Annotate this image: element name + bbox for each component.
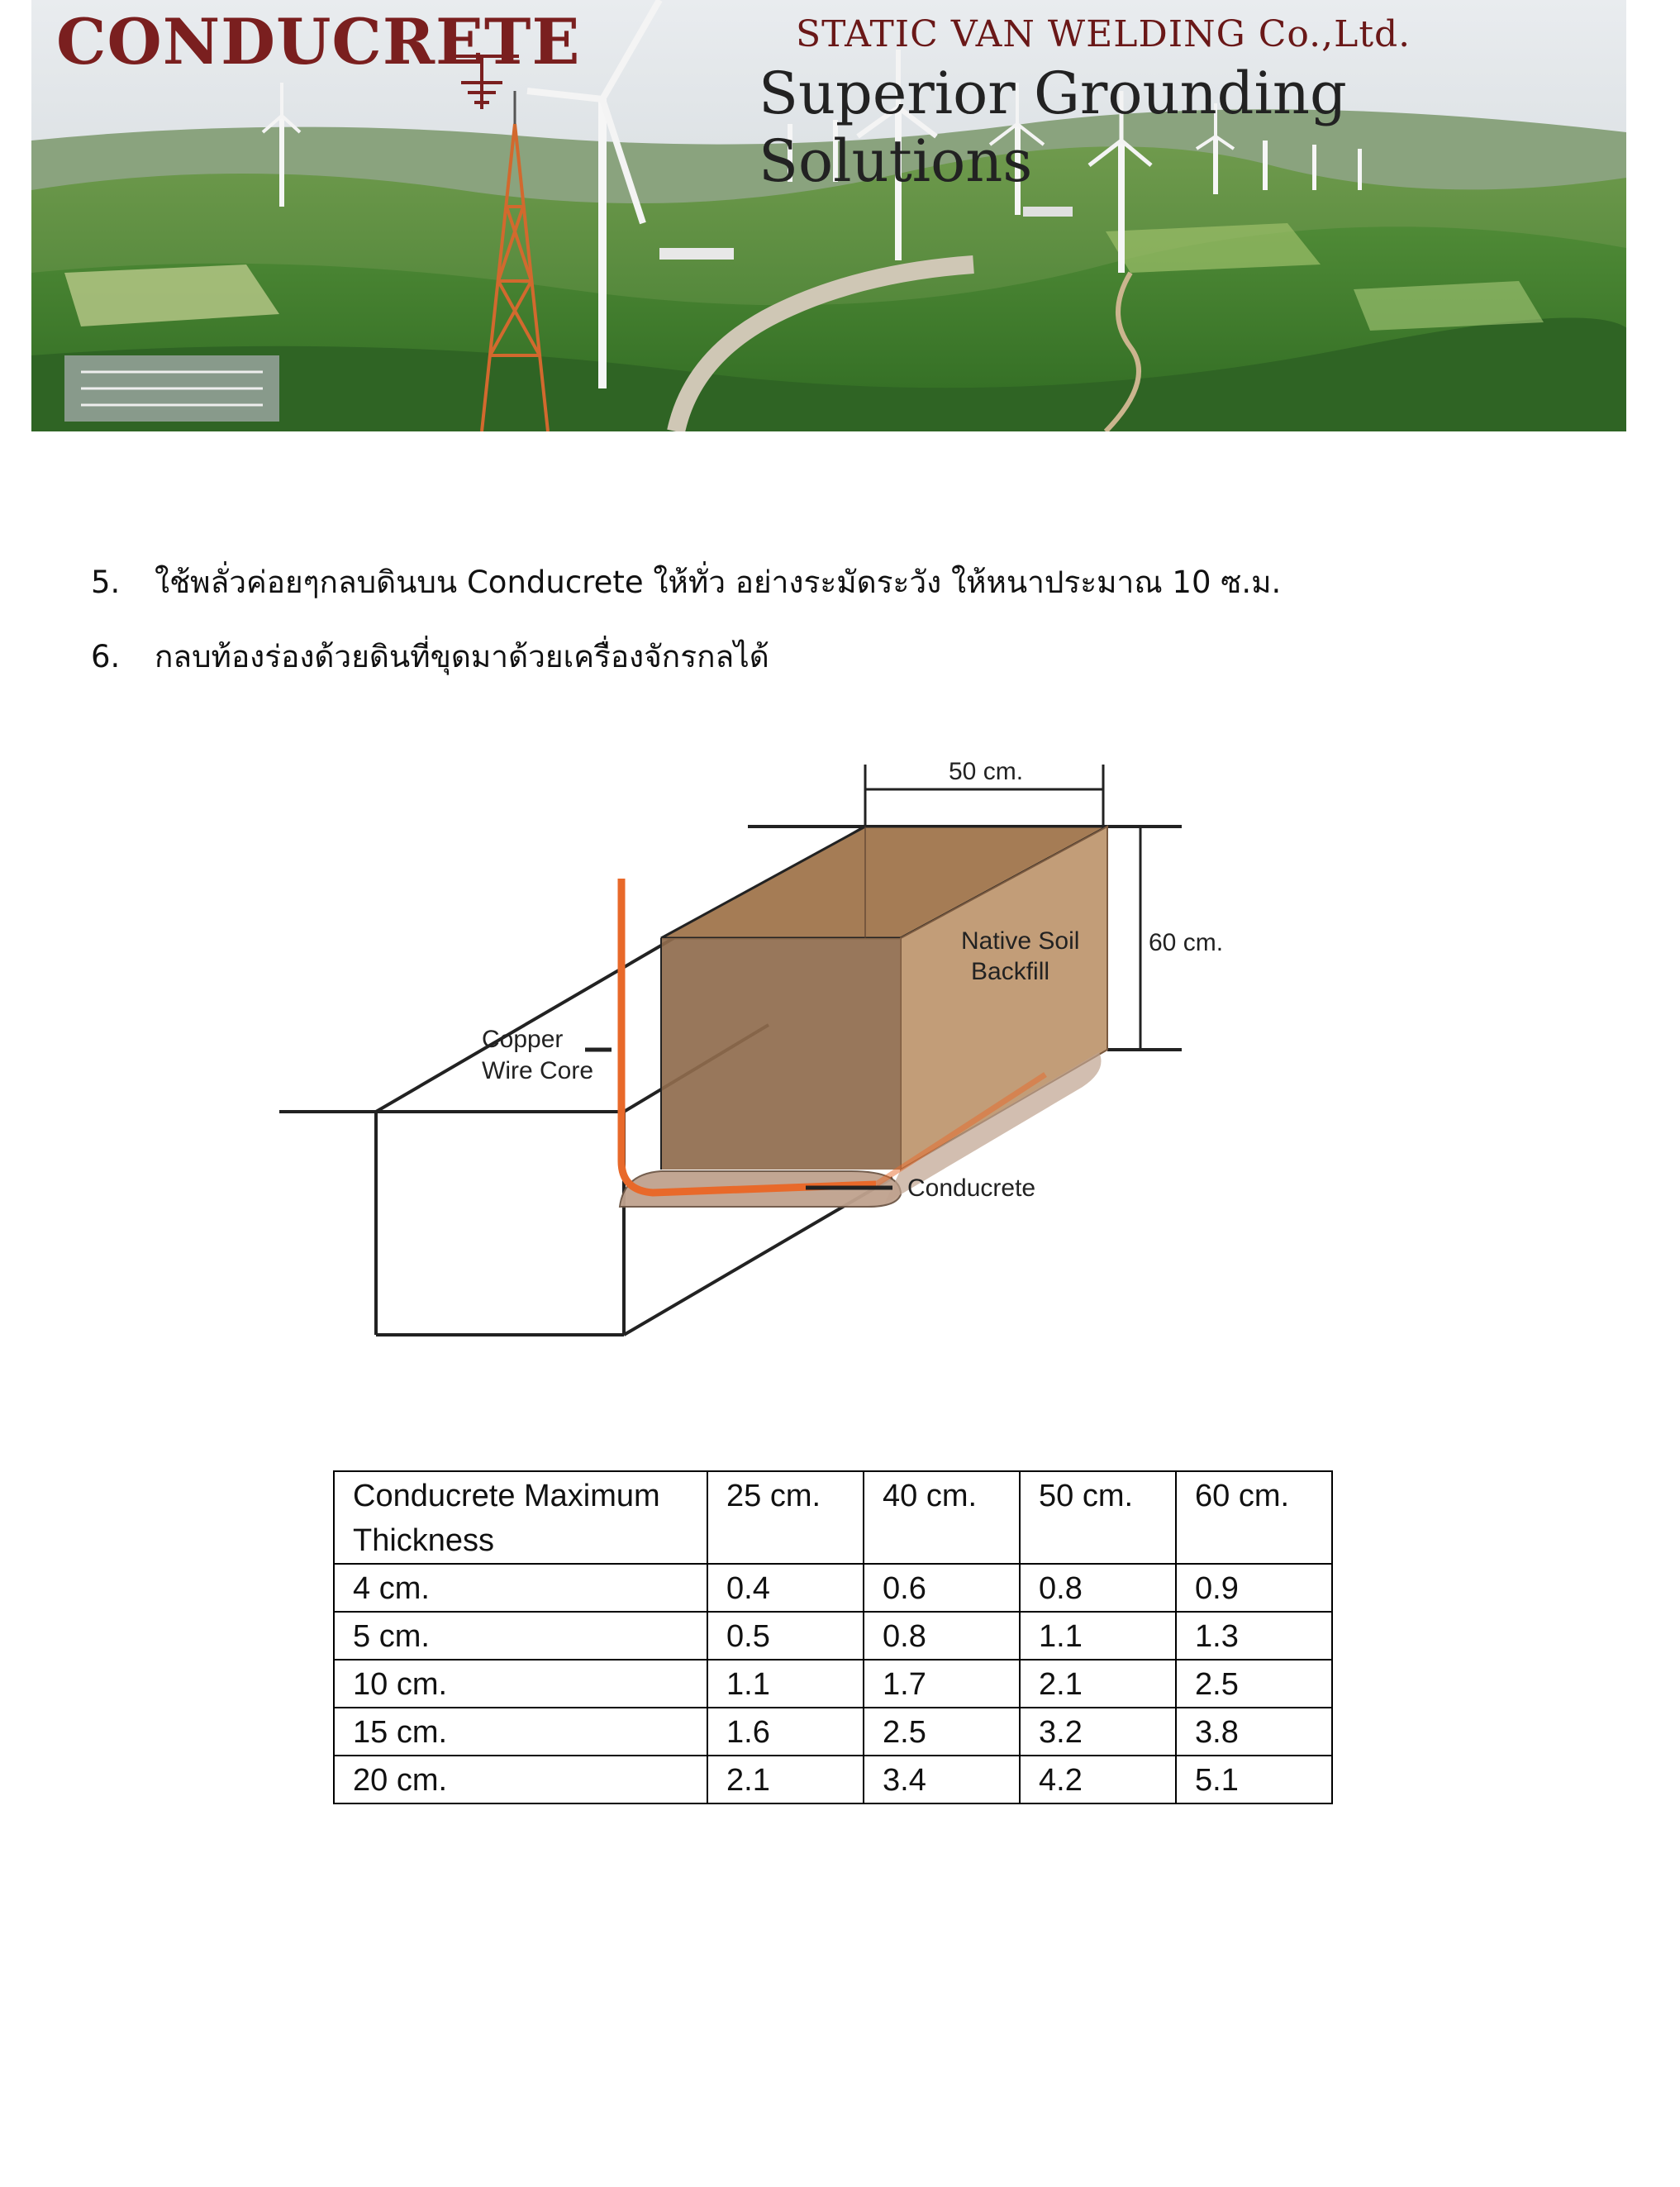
table-header-cell: 60 cm. [1176,1471,1332,1564]
table-cell: 1.7 [864,1660,1020,1708]
table-cell: 10 cm. [334,1660,707,1708]
trench-cross-section [273,748,1264,1343]
soil-label-line1: Native Soil [961,927,1080,955]
table-cell: 2.1 [707,1756,864,1803]
step-item [91,636,1595,678]
table-cell: 1.6 [707,1708,864,1756]
table-cell: 2.5 [864,1708,1020,1756]
table-cell: 0.6 [864,1564,1020,1612]
trench-diagram [273,748,1264,1343]
table-cell: 1.1 [1020,1612,1176,1660]
table-header-cell: 40 cm. [864,1471,1020,1564]
table-header-cell: Conducrete Maximum Thickness [334,1471,707,1564]
table-row [334,1660,1332,1708]
step-number: 6. [91,639,121,674]
table-header-cell: 50 cm. [1020,1471,1176,1564]
soil-front-face [661,938,901,1170]
table-cell: 3.2 [1020,1708,1176,1756]
wire-label-line1: Copper [482,1026,564,1053]
ground-symbol-icon [436,51,527,117]
table-cell: 3.8 [1176,1708,1332,1756]
company-name: STATIC VAN WELDING Co.,Ltd. [796,13,1411,55]
step-text: ใช้พลั่วค่อยๆกลบดินบน Conducrete ให้ทั่ว อย่างระมัดระวัง ให้หนาประมาณ 10 ซ.ม. [155,565,1282,600]
wire-label-line2: Wire Core [482,1057,594,1084]
table-cell: 0.5 [707,1612,864,1660]
table-cell: 20 cm. [334,1756,707,1803]
step-item [91,562,1595,603]
step-text: กลบท้องร่องด้วยดินที่ขุดมาด้วยเครื่องจักรกลได้ [155,639,769,674]
tagline: Superior Grounding Solutions [759,60,1347,195]
soil-label-line2: Backfill [971,958,1050,985]
instruction-steps [91,562,1595,711]
table-cell: 0.8 [1020,1564,1176,1612]
table-cell: 2.5 [1176,1660,1332,1708]
table-header-row [334,1471,1332,1564]
table-row [334,1612,1332,1660]
thickness-table [333,1470,1333,1804]
table-cell: 15 cm. [334,1708,707,1756]
table-cell: 4.2 [1020,1756,1176,1803]
table-header-cell: 25 cm. [707,1471,864,1564]
table-cell: 1.1 [707,1660,864,1708]
step-number: 5. [91,565,121,600]
depth-label: 60 cm. [1149,929,1224,956]
table-cell: 2.1 [1020,1660,1176,1708]
brand-logo-text: CONDUCRETE [56,5,581,79]
table-row [334,1756,1332,1803]
table-cell: 1.3 [1176,1612,1332,1660]
table-cell: 0.8 [864,1612,1020,1660]
conducrete-label: Conducrete [907,1174,1036,1202]
table-cell: 3.4 [864,1756,1020,1803]
width-label: 50 cm. [949,758,1024,785]
table-row [334,1564,1332,1612]
table-row [334,1708,1332,1756]
table-cell: 4 cm. [334,1564,707,1612]
table-cell: 5.1 [1176,1756,1332,1803]
table-cell: 0.4 [707,1564,864,1612]
header-banner [31,0,1626,431]
table-cell: 0.9 [1176,1564,1332,1612]
table-cell: 5 cm. [334,1612,707,1660]
